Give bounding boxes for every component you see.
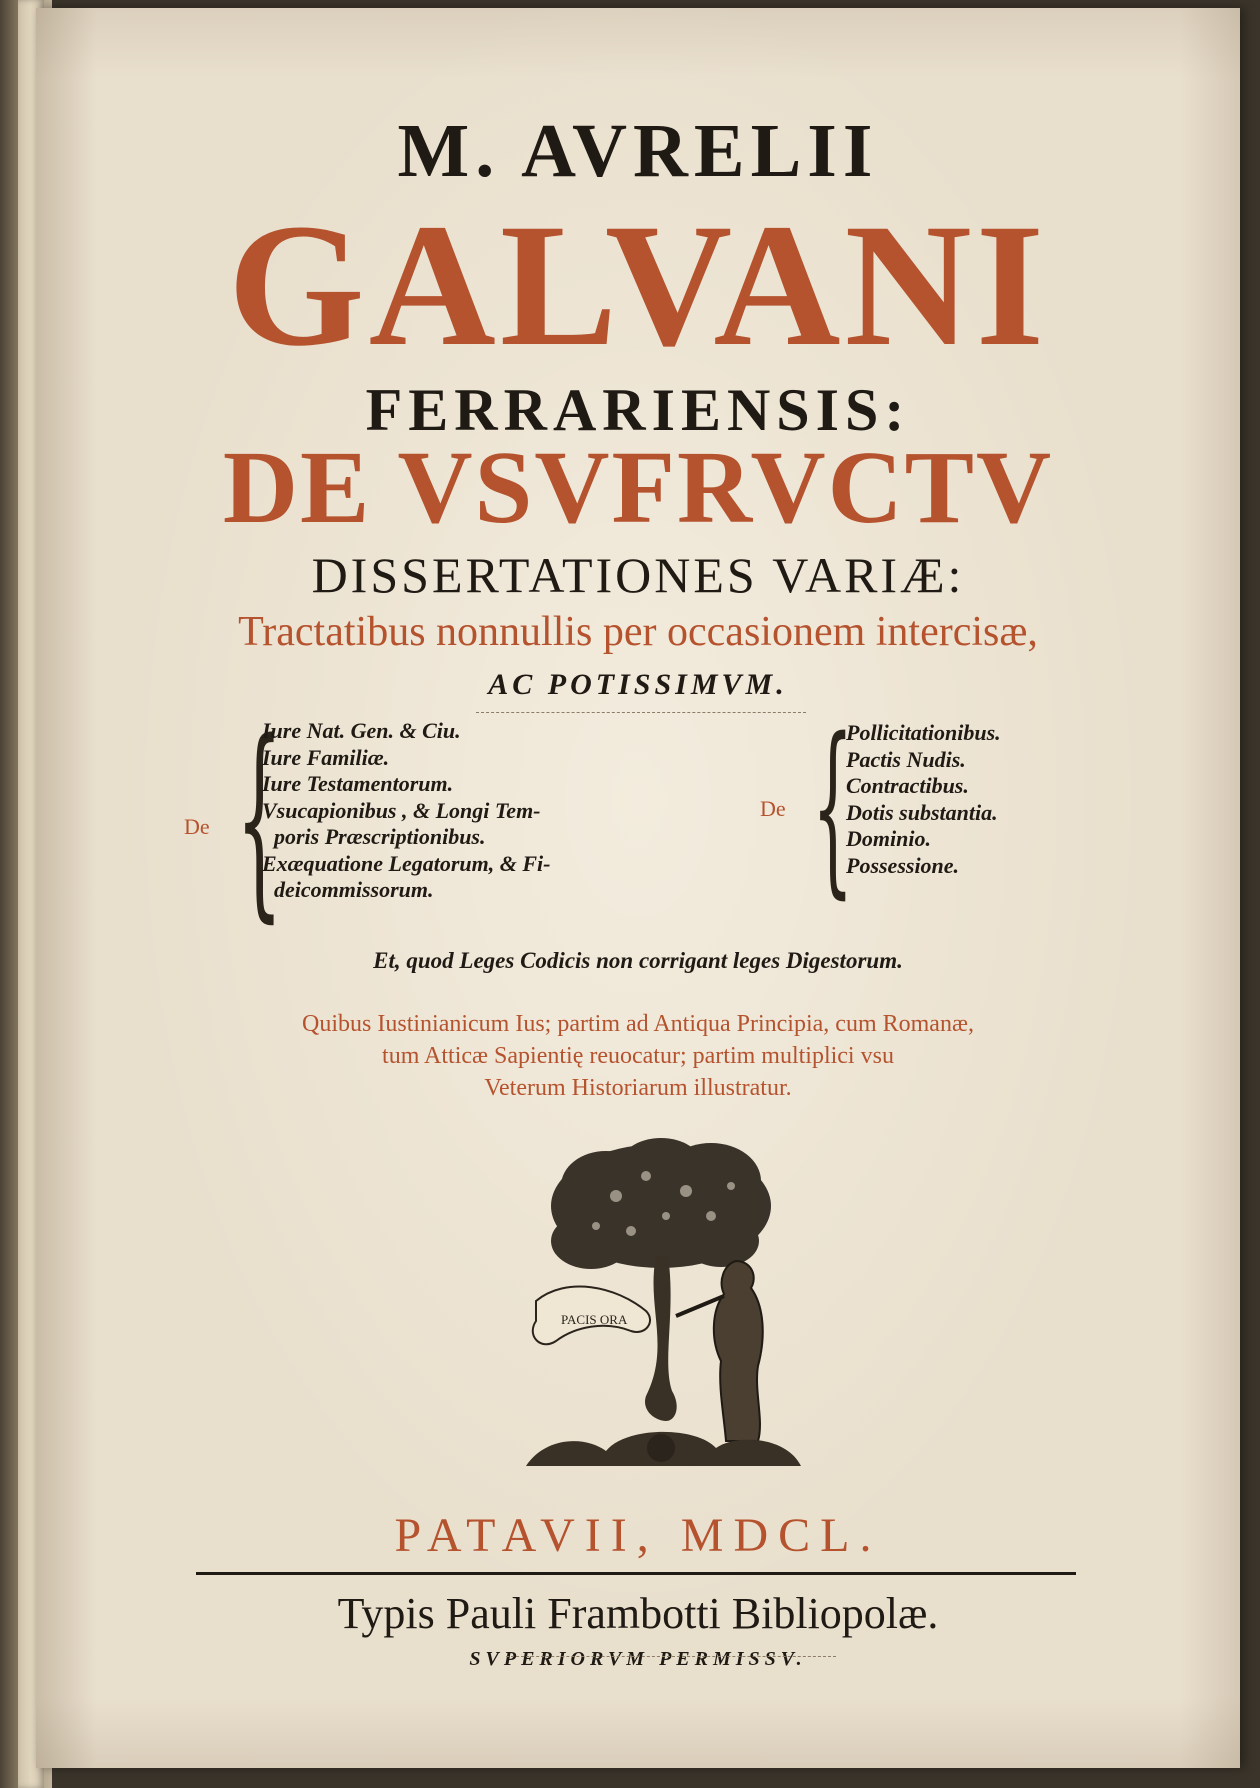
quibus-line-1: Quibus Iustinianicum Ius; partim ad Antiqua Principia, cum Romanæ, xyxy=(302,1011,974,1037)
list-item: Iure Familiæ. xyxy=(262,744,390,770)
right-brace-icon: { xyxy=(812,698,854,915)
list-item: Dominio. xyxy=(846,826,931,851)
list-item: Iure Nat. Gen. & Ciu. xyxy=(262,718,461,743)
imprint-rule xyxy=(196,1572,1076,1575)
list-item: deicommissorum. xyxy=(274,877,434,902)
permission-line: SVPERIORVM PERMISSV. xyxy=(469,1648,807,1670)
left-brace-icon: { xyxy=(236,696,283,941)
author-surname: GALVANI xyxy=(227,188,1049,383)
list-item: Exæquatione Legatorum, & Fi- xyxy=(262,850,551,876)
list-item: Pactis Nudis. xyxy=(846,746,966,772)
list-item: Pollicitationibus. xyxy=(846,720,1001,745)
quibus-line-3: Veterum Historiarum illustratur. xyxy=(484,1075,792,1101)
quod-line: Et, quod Leges Codicis non corrigant leges Digestorum. xyxy=(373,948,903,973)
de-label-left: De xyxy=(184,814,210,839)
emblem-motto: PACIS ORA xyxy=(561,1312,628,1327)
right-topic-list xyxy=(846,720,1001,879)
author-line: M. AVRELII xyxy=(397,109,879,193)
quibus-line-2: tum Atticæ Sapientię reuocatur; partim multiplici vsu xyxy=(382,1043,894,1069)
list-item: poris Præscriptionibus. xyxy=(274,824,486,849)
list-item: Iure Testamentorum. xyxy=(262,771,454,796)
de-label-right: De xyxy=(760,796,786,821)
list-item: Vsucapionibus , & Longi Tem- xyxy=(262,797,541,823)
printer-line: Typis Pauli Frambotti Bibliopolæ. xyxy=(337,1589,939,1638)
list-item: Dotis substantia. xyxy=(846,799,998,825)
list-item: Contractibus. xyxy=(846,773,969,798)
author-origin: FERRARIENSIS: xyxy=(365,377,911,443)
imprint-place-date: PATAVII, MDCL. xyxy=(394,1509,882,1562)
permission-rule xyxy=(506,1656,836,1657)
list-item: Possessione. xyxy=(846,852,960,878)
printers-device-emblem xyxy=(496,1136,826,1496)
dissertations-line: DISSERTATIONES VARIÆ: xyxy=(311,547,965,603)
tractatibus-line: Tractatibus nonnullis per occasionem intercisæ, xyxy=(238,609,1038,655)
left-topic-list xyxy=(262,718,550,904)
title-page xyxy=(36,8,1240,1768)
potissimum-rule xyxy=(476,712,806,713)
work-subject: DE VSVFRVCTV xyxy=(222,430,1054,545)
potissimum-heading: AC POTISSIMVM. xyxy=(488,668,788,701)
